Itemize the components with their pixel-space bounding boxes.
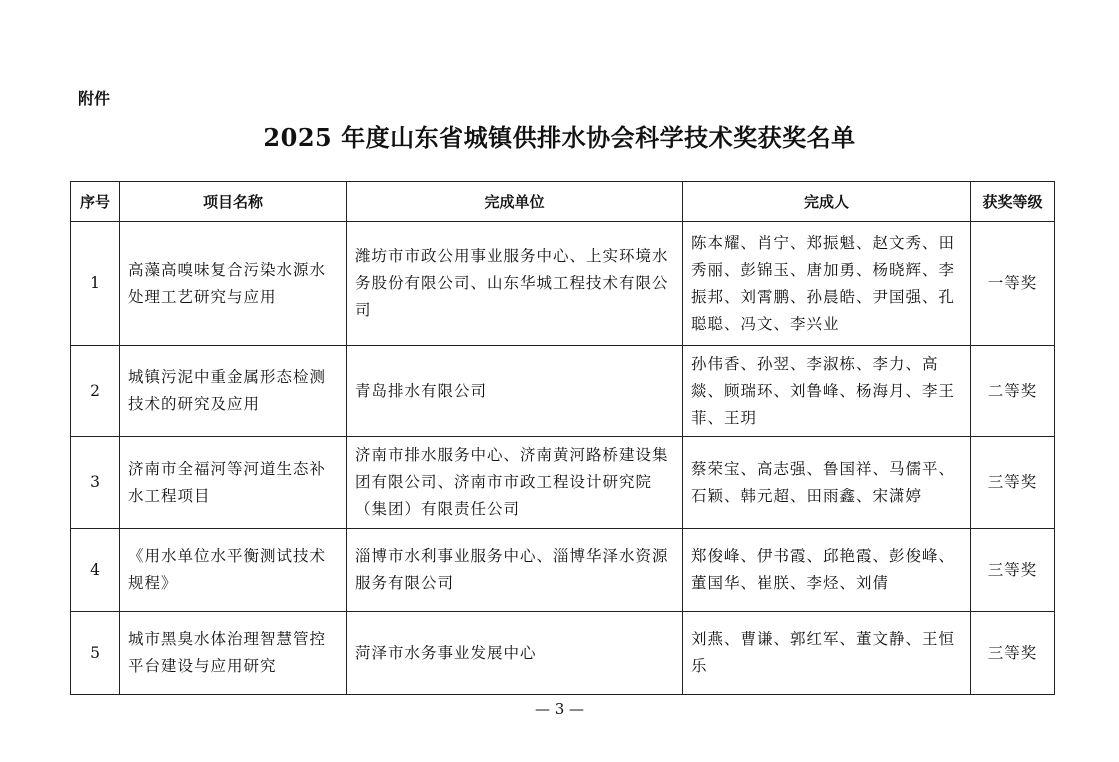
award-table	[70, 181, 1055, 695]
row-project: 济南市全福河等河道生态补水工程项目	[120, 437, 347, 529]
row-units: 淄博市水利事业服务中心、淄博华泽水资源服务有限公司	[347, 529, 683, 612]
header-seq: 序号	[71, 182, 120, 222]
page-number: — 3 —	[534, 700, 585, 718]
row-people: 蔡荣宝、高志强、鲁国祥、马儒平、石颖、韩元超、田雨鑫、宋潇婷	[683, 437, 971, 529]
row-project: 城镇污泥中重金属形态检测技术的研究及应用	[120, 346, 347, 437]
table-row	[71, 612, 1055, 695]
row-level: 三等奖	[971, 437, 1055, 529]
row-seq: 1	[71, 222, 120, 346]
row-people: 刘燕、曹谦、郭红军、董文静、王恒乐	[683, 612, 971, 695]
attachment-label: 附件	[78, 89, 111, 108]
header-level: 获奖等级	[971, 182, 1055, 222]
row-people: 陈本耀、肖宁、郑振魁、赵文秀、田秀丽、彭锦玉、唐加勇、杨晓辉、李振邦、刘霄鹏、孙晨皓、尹国强、孔聪聪、冯文、李兴业	[683, 222, 971, 346]
table-row	[71, 437, 1055, 529]
row-seq: 2	[71, 346, 120, 437]
header-units: 完成单位	[347, 182, 683, 222]
row-seq: 5	[71, 612, 120, 695]
row-level: 三等奖	[971, 529, 1055, 612]
row-project: 高藻高嗅味复合污染水源水处理工艺研究与应用	[120, 222, 347, 346]
table-header-row	[71, 182, 1055, 222]
row-people: 郑俊峰、伊书霞、邱艳霞、彭俊峰、董国华、崔朕、李烃、刘倩	[683, 529, 971, 612]
table-row	[71, 222, 1055, 346]
row-units: 济南市排水服务中心、济南黄河路桥建设集团有限公司、济南市市政工程设计研究院（集团）有限责任公司	[347, 437, 683, 529]
row-people: 孙伟香、孙翌、李淑栋、李力、高燚、顾瑞环、刘鲁峰、杨海月、李王菲、王玥	[683, 346, 971, 437]
row-units: 青岛排水有限公司	[347, 346, 683, 437]
row-project: 城市黑臭水体治理智慧管控平台建设与应用研究	[120, 612, 347, 695]
row-units: 菏泽市水务事业发展中心	[347, 612, 683, 695]
row-seq: 3	[71, 437, 120, 529]
row-seq: 4	[71, 529, 120, 612]
table-row	[71, 529, 1055, 612]
header-people: 完成人	[683, 182, 971, 222]
table-row	[71, 346, 1055, 437]
header-project: 项目名称	[120, 182, 347, 222]
row-level: 一等奖	[971, 222, 1055, 346]
row-level: 二等奖	[971, 346, 1055, 437]
row-level: 三等奖	[971, 612, 1055, 695]
row-units: 潍坊市市政公用事业服务中心、上实环境水务股份有限公司、山东华城工程技术有限公司	[347, 222, 683, 346]
page-title: 2025 年度山东省城镇供排水协会科学技术奖获奖名单	[263, 123, 856, 152]
row-project: 《用水单位水平衡测试技术规程》	[120, 529, 347, 612]
